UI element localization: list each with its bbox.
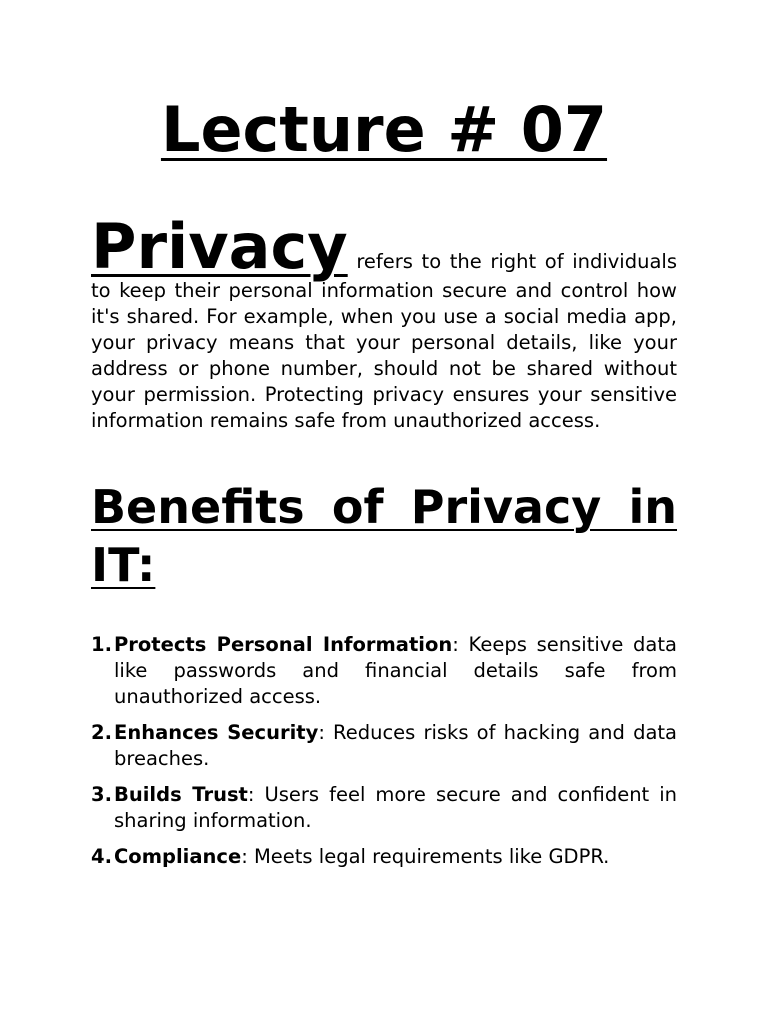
list-item bbox=[91, 720, 677, 772]
document-page bbox=[91, 93, 677, 880]
benefits-list bbox=[91, 632, 677, 870]
benefits-heading: Benefits of Privacy in IT: bbox=[91, 480, 677, 592]
list-item-number: 1. bbox=[91, 633, 112, 657]
list-item-label: Compliance bbox=[114, 845, 242, 869]
list-item-text: : Keeps sensitive data like passwords and financial details safe from unauthorized access. bbox=[114, 633, 677, 709]
list-item-label: Enhances Security bbox=[114, 721, 319, 745]
list-item-label: Protects Personal Information bbox=[114, 633, 453, 657]
list-item-text: : Users feel more secure and confident in sharing information. bbox=[114, 783, 677, 833]
list-item bbox=[91, 844, 677, 870]
lecture-title-text: Lecture # 07 bbox=[160, 93, 608, 166]
list-item bbox=[91, 632, 677, 710]
list-item bbox=[91, 782, 677, 834]
list-item-label: Builds Trust bbox=[114, 783, 248, 807]
list-item-text: : Reduces risks of hacking and data breaches. bbox=[114, 721, 677, 771]
list-item-number: 3. bbox=[91, 783, 112, 807]
list-item-number: 2. bbox=[91, 721, 112, 745]
list-item-text: : Meets legal requirements like GDPR. bbox=[241, 845, 610, 869]
lecture-title bbox=[91, 93, 677, 166]
intro-text: refers to the right of individuals to keep their personal information secure and control how it's shared. For example, when you use a social media app, your privacy means that your personal details, like your address or phone number, should not be shared without your permission. Protecting privacy ensures your sensitive information remains safe from unauthorized access. bbox=[91, 250, 677, 432]
privacy-term: Privacy bbox=[91, 210, 348, 283]
intro-paragraph bbox=[91, 210, 677, 434]
list-item-number: 4. bbox=[91, 845, 112, 869]
